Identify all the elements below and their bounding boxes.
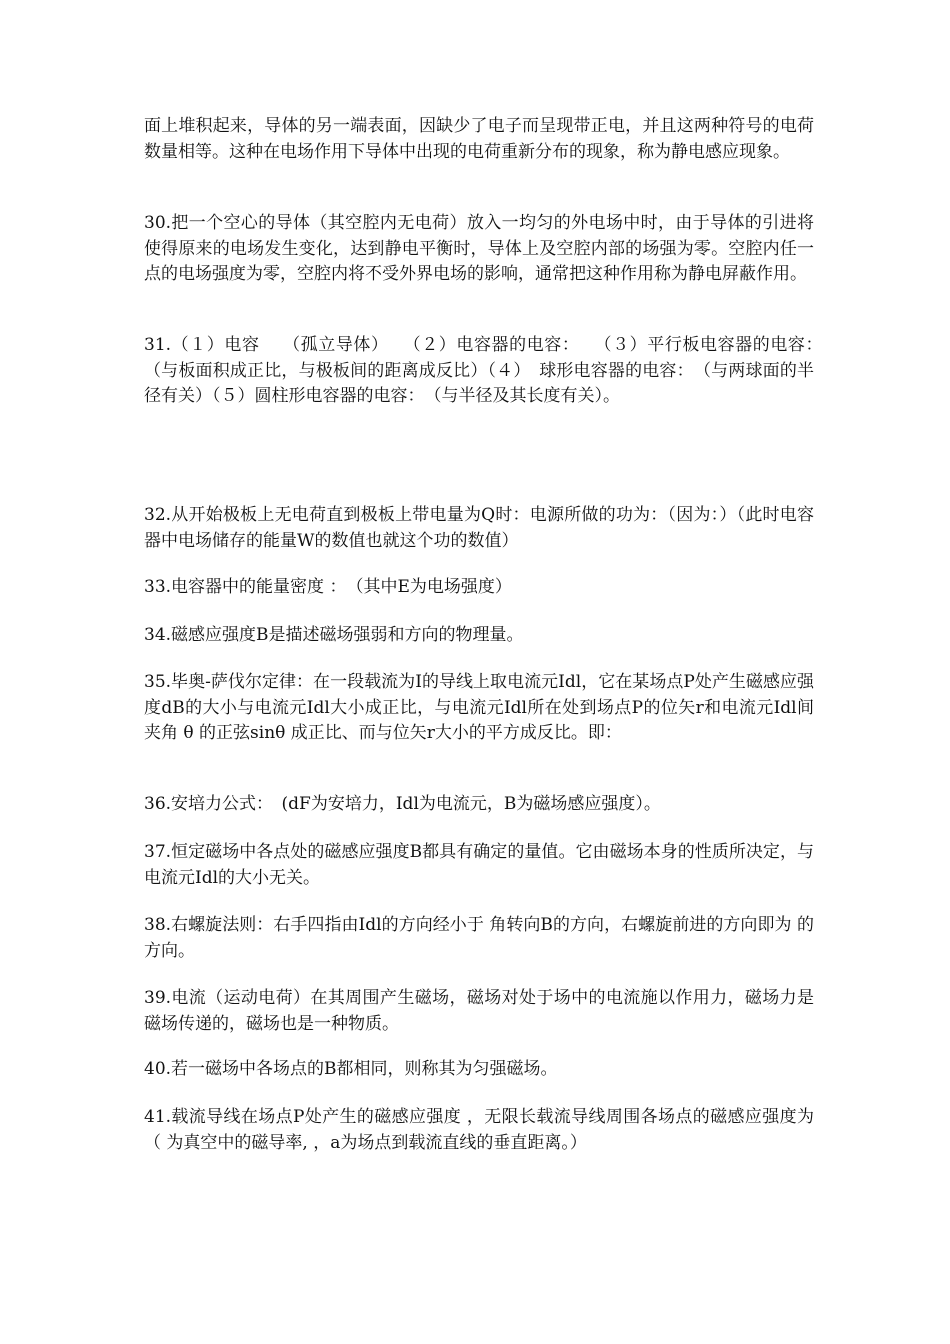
paragraph-37: 37.恒定磁场中各点处的磁感应强度B都具有确定的量值。它由磁场本身的性质所决定，与电流元Idl的大小无关。 [144,842,814,888]
paragraph-32: 32.从开始极板上无电荷直到极板上带电量为Q时：电源所做的功为：（因为：）（此时电容器中电场储存的能量W的数值也就这个功的数值） [144,505,814,551]
paragraph-33: 33.电容器中的能量密度 ： （其中E为电场强度） [144,577,512,597]
paragraph-35: 35.毕奥-萨伐尔定律：在一段载流为I的导线上取电流元Idl，它在某场点P处产生磁感应强度dB的大小与电流元Idl大小成正比，与电流元Idl所在处到场点P的位矢r和电流元Idl间夹角 θ 的正弦sinθ 成正比、而与位矢r大小的平方成反比。即： [144,672,814,743]
paragraph-31: 31.（１）电容 （孤立导体） （２）电容器的电容： （３）平行板电容器的电容： （与板面积成正比，与极板间的距离成反比）（４） 球形电容器的电容： （与两球面的半径有关）（５）圆柱形电容器的电容： （与半径及其长度有关）。 [144,335,831,406]
paragraph-41: 41.载流导线在场点P处产生的磁感应强度 ，无限长载流导线周围各场点的磁感应强度为 （ 为真空中的磁导率, ，a为场点到载流直线的垂直距离。） [144,1107,814,1153]
paragraph-40: 40.若一磁场中各场点的B都相同，则称其为匀强磁场。 [144,1059,558,1079]
paragraph-36: 36.安培力公式： (dF为安培力，Idl为电流元，B为磁场感应强度）。 [144,794,661,814]
paragraph-electrostatic-induction: 面上堆积起来，导体的另一端表面，因缺少了电子而呈现带正电，并且这两种符号的电荷数量相等。这种在电场作用下导体中出现的电荷重新分布的现象，称为静电感应现象。 [144,116,814,162]
paragraph-39: 39.电流（运动电荷）在其周围产生磁场，磁场对处于场中的电流施以作用力，磁场力是磁场传递的，磁场也是一种物质。 [144,988,814,1034]
paragraph-38: 38.右螺旋法则：右手四指由Idl的方向经小于 角转向B的方向，右螺旋前进的方向即为 的方向。 [144,915,814,961]
paragraph-34: 34.磁感应强度B是描述磁场强弱和方向的物理量。 [144,625,524,645]
paragraph-30: 30.把一个空心的导体（其空腔内无电荷）放入一均匀的外电场中时，由于导体的引进将使得原来的电场发生变化，达到静电平衡时，导体上及空腔内部的场强为零。空腔内任一点的电场强度为零，空腔内将不受外界电场的影响，通常把这种作用称为静电屏蔽作用。 [144,213,814,284]
